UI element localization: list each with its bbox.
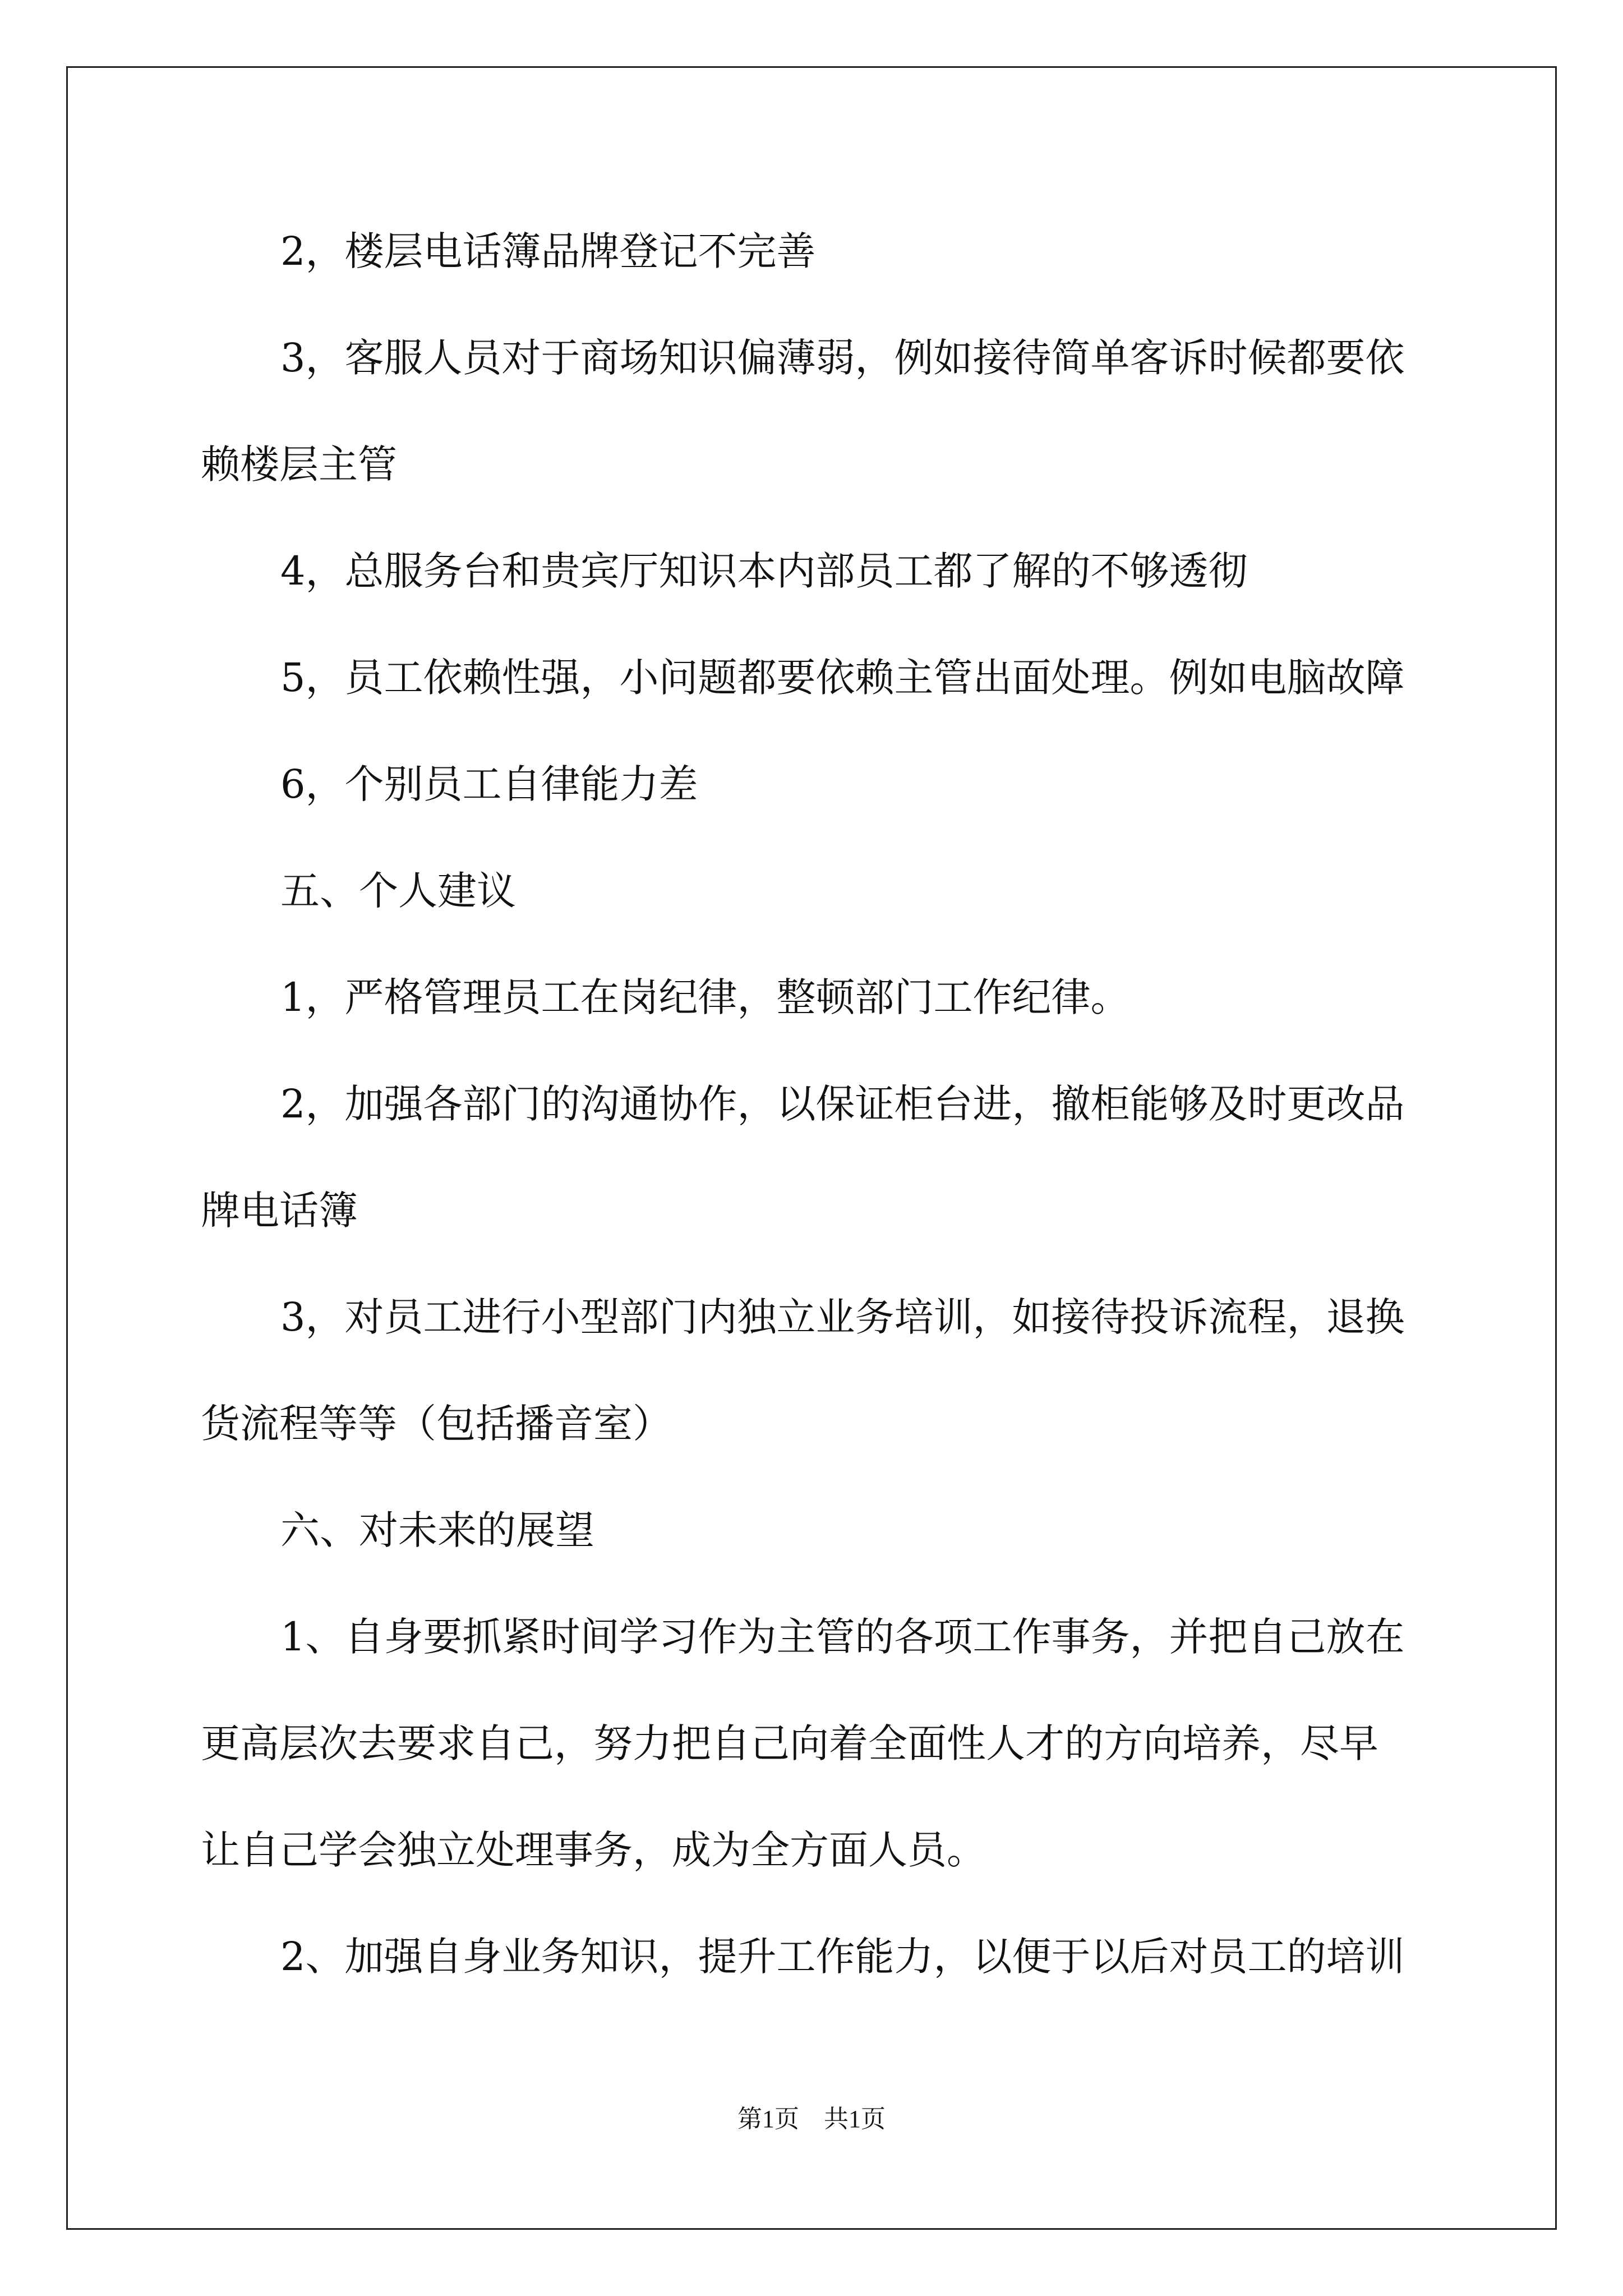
list-item-desk-knowledge: 4，总服务台和贵宾厅知识本内部员工都了解的不够透彻 <box>280 548 1248 594</box>
paragraph-self-study: 1、自身要抓紧时间学习作为主管的各项工作事务，并把自己放在 <box>280 1614 1405 1660</box>
section-heading-outlook: 六、对未来的展望 <box>280 1507 594 1553</box>
list-item-service-knowledge: 3，客服人员对于商场知识偏薄弱，例如接待简单客诉时候都要依 <box>280 335 1405 381</box>
section-heading-suggestions: 五、个人建议 <box>280 868 516 914</box>
list-item-service-knowledge-cont: 赖楼层主管 <box>201 441 397 487</box>
list-item-training: 3，对员工进行小型部门内独立业务培训，如接待投诉流程，退换 <box>280 1294 1405 1340</box>
list-item-coordination-cont: 牌电话簿 <box>201 1188 358 1234</box>
paragraph-self-study-cont-2: 让自己学会独立处理事务，成为全方面人员。 <box>201 1827 986 1873</box>
paragraph-self-study-cont-1: 更高层次去要求自己，努力把自己向着全面性人才的方向培养，尽早 <box>201 1720 1378 1766</box>
list-item-self-discipline: 6，个别员工自律能力差 <box>280 761 698 807</box>
list-item-discipline: 1，严格管理员工在岗纪律，整顿部门工作纪律。 <box>280 974 1130 1020</box>
page-footer: 第1页 共1页 <box>737 2105 886 2133</box>
list-item-dependence: 5，员工依赖性强，小问题都要依赖主管出面处理。例如电脑故障 <box>280 655 1405 701</box>
list-item-coordination: 2，加强各部门的沟通协作，以保证柜台进，撤柜能够及时更改品 <box>280 1081 1405 1127</box>
page-border <box>66 66 1557 2230</box>
list-item-training-cont: 货流程等等（包括播音室） <box>201 1401 672 1447</box>
list-item-floor-directory: 2，楼层电话簿品牌登记不完善 <box>280 228 816 274</box>
paragraph-business-knowledge: 2、加强自身业务知识，提升工作能力，以便于以后对员工的培训 <box>280 1934 1405 1980</box>
